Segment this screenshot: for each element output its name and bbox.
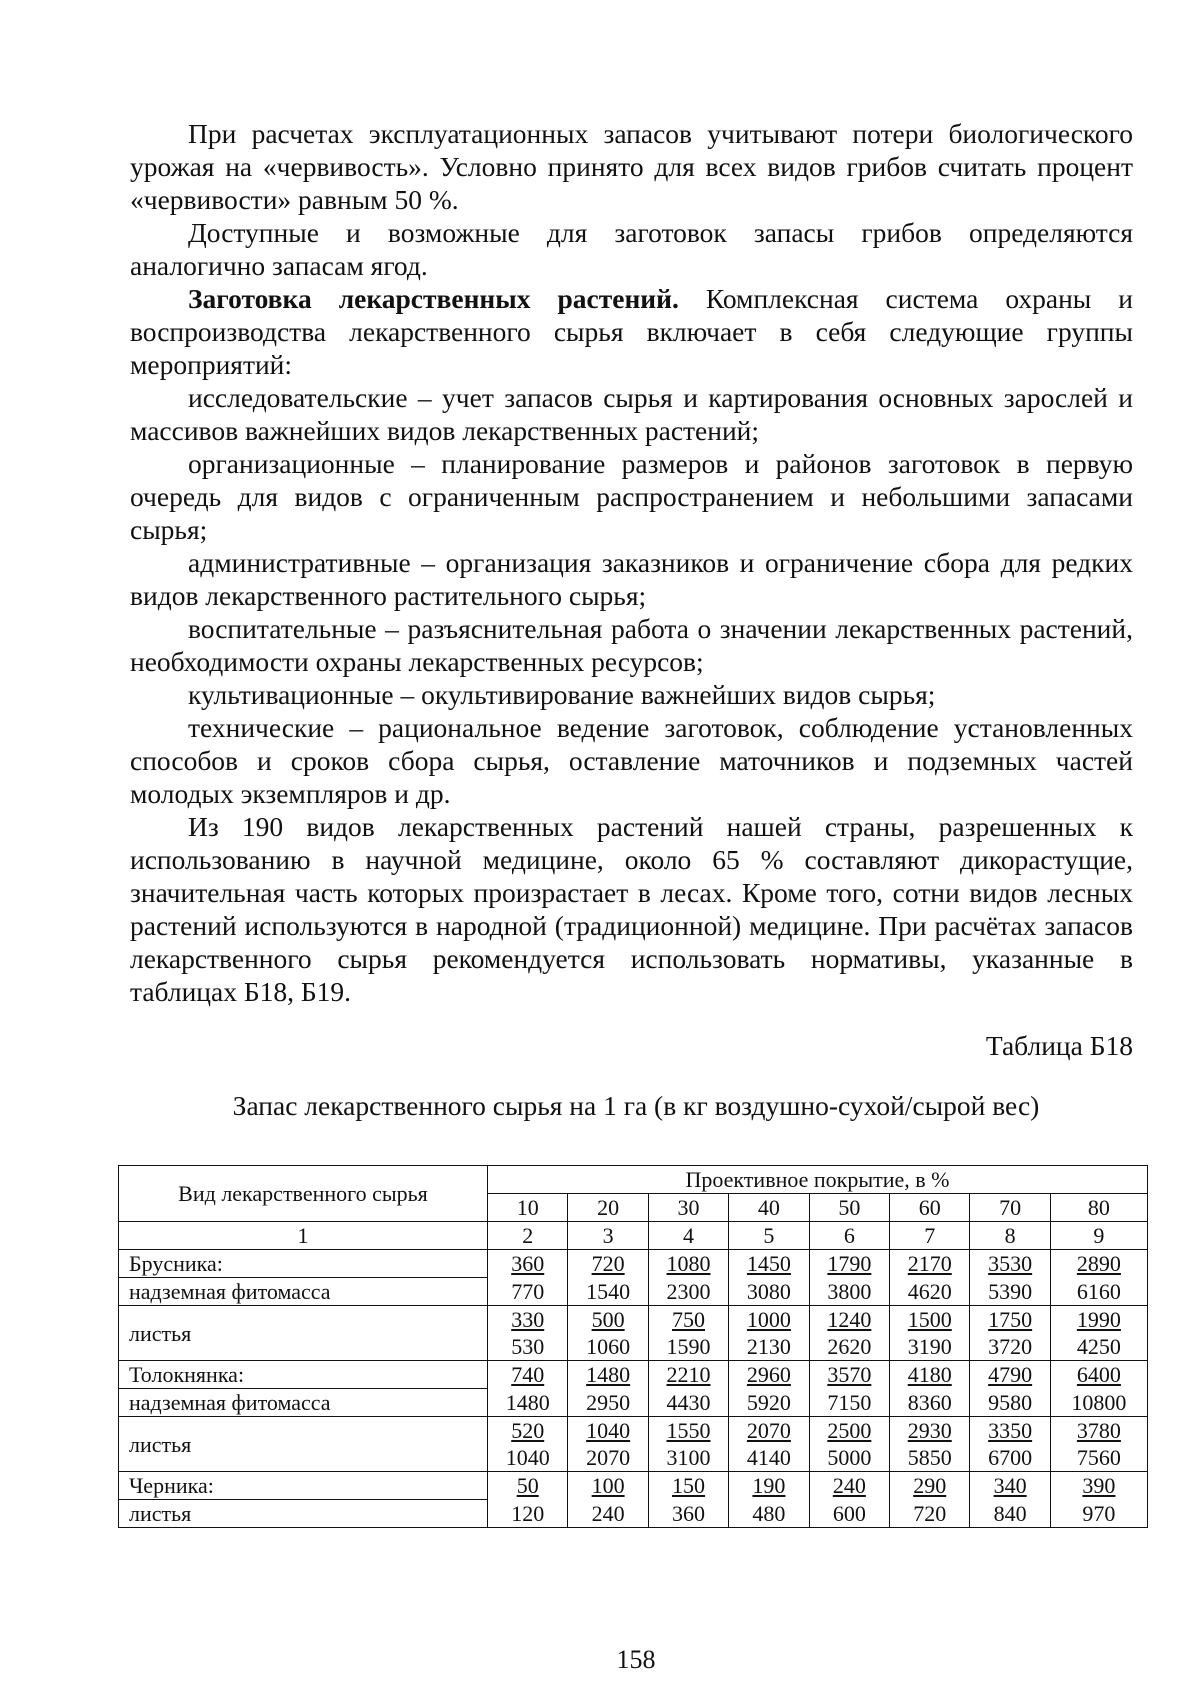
table-cell [1050, 1250, 1147, 1278]
column-number: 5 [729, 1222, 809, 1250]
cell-value-dry: 2890 [1076, 1251, 1121, 1277]
cell-value-dry: 2930 [907, 1418, 952, 1443]
cell-value-fresh: 480 [752, 1500, 786, 1526]
table-cell [890, 1250, 970, 1278]
cell-value-dry: 4790 [988, 1362, 1033, 1388]
cell-value-dry: 500 [591, 1307, 625, 1332]
table-cell [970, 1333, 1050, 1361]
cell-value-fresh: 7150 [827, 1389, 872, 1415]
list-item: культивационные – окультивирование важнейших видов сырья; [188, 679, 936, 710]
table-cell [809, 1472, 889, 1500]
data-table [118, 1165, 1148, 1528]
cell-value-fresh: 770 [511, 1278, 545, 1304]
table-cell [890, 1278, 970, 1306]
table-cell [1050, 1417, 1147, 1445]
cell-value-fresh: 5390 [988, 1278, 1033, 1304]
column-number: 7 [890, 1222, 970, 1250]
cell-value-fresh: 360 [672, 1500, 706, 1526]
percent-header: 40 [729, 1194, 809, 1222]
cell-value-fresh: 6700 [988, 1445, 1033, 1470]
table-cell [970, 1250, 1050, 1278]
cell-value-dry: 720 [591, 1251, 625, 1277]
table-cell [970, 1417, 1050, 1445]
cell-value-dry: 740 [511, 1362, 545, 1388]
column-header: Вид лекарственного сырья [119, 1166, 488, 1222]
row-label: листья [119, 1417, 488, 1472]
cell-value-fresh: 3800 [827, 1278, 872, 1304]
cell-value-dry: 390 [1082, 1473, 1116, 1499]
cell-value-fresh: 1480 [505, 1389, 550, 1415]
table-cell [729, 1389, 809, 1417]
cell-value-fresh: 4430 [666, 1389, 711, 1415]
table-cell [648, 1444, 728, 1472]
column-number: 8 [970, 1222, 1050, 1250]
table-cell [648, 1333, 728, 1361]
cell-value-fresh: 2950 [586, 1389, 631, 1415]
table-cell [1050, 1278, 1147, 1306]
table-cell [488, 1472, 568, 1500]
cell-value-dry: 150 [672, 1473, 706, 1499]
page-number: 158 [616, 1645, 656, 1674]
cell-value-fresh: 1590 [666, 1334, 711, 1359]
group-header: Проективное покрытие, в % [488, 1166, 1148, 1194]
table-cell [729, 1306, 809, 1334]
table-cell [890, 1361, 970, 1389]
table-cell [809, 1250, 889, 1278]
cell-value-fresh: 600 [832, 1500, 866, 1526]
cell-value-dry: 3570 [827, 1362, 872, 1388]
percent-header: 20 [568, 1194, 648, 1222]
table-cell [729, 1417, 809, 1445]
column-number: 3 [568, 1222, 648, 1250]
column-number: 4 [648, 1222, 728, 1250]
row-label: листья [119, 1306, 488, 1361]
cell-value-dry: 1550 [666, 1418, 711, 1443]
cell-value-dry: 330 [511, 1307, 545, 1332]
table-cell [890, 1333, 970, 1361]
cell-value-fresh: 120 [511, 1500, 545, 1526]
cell-value-dry: 750 [672, 1307, 706, 1332]
table-cell [568, 1444, 648, 1472]
table-header-row [119, 1166, 1148, 1194]
table-cell [809, 1417, 889, 1445]
table-cell [1050, 1306, 1147, 1334]
list-item: воспитательные – разъяснительная работа о значении лекарственных растений, необходимости охраны лекарственных ресурсов; [130, 613, 1133, 677]
table-cell [809, 1389, 889, 1417]
cell-value-fresh: 5000 [827, 1445, 872, 1470]
percent-header: 10 [488, 1194, 568, 1222]
table-cell [568, 1389, 648, 1417]
table-cell [568, 1361, 648, 1389]
cell-value-dry: 190 [752, 1473, 786, 1499]
cell-value-dry: 1450 [746, 1251, 791, 1277]
cell-value-dry: 1240 [827, 1307, 872, 1332]
table-cell [648, 1500, 728, 1528]
cell-value-fresh: 840 [993, 1500, 1027, 1526]
table-cell [648, 1389, 728, 1417]
table-cell [648, 1306, 728, 1334]
cell-value-dry: 3530 [988, 1251, 1033, 1277]
paragraph: Доступные и возможные для заготовок запасы грибов определяются аналогично запасам ягод. [130, 217, 1133, 281]
row-label: листья [119, 1500, 488, 1528]
cell-value-fresh: 2070 [586, 1445, 631, 1470]
table-cell [729, 1500, 809, 1528]
table-cell [488, 1333, 568, 1361]
cell-value-fresh: 2620 [827, 1334, 872, 1359]
cell-value-fresh: 3190 [907, 1334, 952, 1359]
list-item: технические – рациональное ведение заготовок, соблюдение установленных способов и сроков сбора сырья, оставление маточников и подземных частей молодых экземпляров и др. [130, 712, 1133, 809]
row-label: надземная фитомасса [119, 1278, 488, 1306]
column-number-row [119, 1222, 1148, 1250]
table-cell [729, 1333, 809, 1361]
column-number: 6 [809, 1222, 889, 1250]
list-item: исследовательские – учет запасов сырья и картирования основных зарослей и массивов важнейших видов лекарственных растений; [130, 382, 1133, 446]
table-row [119, 1472, 1148, 1500]
cell-value-fresh: 530 [511, 1334, 545, 1359]
table-cell [488, 1444, 568, 1472]
table-row [119, 1361, 1148, 1389]
table-row [119, 1417, 1148, 1445]
cell-value-dry: 4180 [907, 1362, 952, 1388]
cell-value-dry: 520 [511, 1418, 545, 1443]
cell-value-fresh: 5920 [746, 1389, 791, 1415]
table-caption: Таблица Б18 [985, 1030, 1133, 1061]
table-cell [1050, 1333, 1147, 1361]
paragraph [130, 282, 1133, 381]
cell-value-dry: 1990 [1076, 1307, 1121, 1332]
row-label: Толокнянка: [119, 1361, 488, 1389]
table-cell [1050, 1389, 1147, 1417]
table-cell [568, 1306, 648, 1334]
cell-value-dry: 50 [516, 1473, 539, 1499]
column-number: 9 [1050, 1222, 1147, 1250]
cell-value-dry: 2210 [666, 1362, 711, 1388]
table-cell [890, 1389, 970, 1417]
percent-header: 70 [970, 1194, 1050, 1222]
table-cell [648, 1361, 728, 1389]
cell-value-dry: 1750 [988, 1307, 1033, 1332]
table-row [119, 1250, 1148, 1278]
cell-value-fresh: 720 [913, 1500, 947, 1526]
table-row [119, 1500, 1148, 1528]
table-cell [809, 1361, 889, 1389]
table-cell [1050, 1361, 1147, 1389]
table-cell [729, 1472, 809, 1500]
table-cell [488, 1389, 568, 1417]
table-cell [488, 1500, 568, 1528]
cell-value-dry: 360 [511, 1251, 545, 1277]
cell-value-fresh: 10800 [1071, 1389, 1127, 1415]
table-cell [809, 1306, 889, 1334]
table-cell [729, 1444, 809, 1472]
cell-value-fresh: 6160 [1076, 1278, 1121, 1304]
table-cell [488, 1306, 568, 1334]
cell-value-fresh: 240 [591, 1500, 625, 1526]
cell-value-dry: 100 [591, 1473, 625, 1499]
cell-value-fresh: 1040 [505, 1445, 550, 1470]
cell-value-dry: 3350 [988, 1418, 1033, 1443]
table-cell [809, 1278, 889, 1306]
cell-value-fresh: 8360 [907, 1389, 952, 1415]
table-title: Запас лекарственного сырья на 1 га (в кг воздушно-сухой/сырой вес) [232, 1090, 1040, 1121]
table-cell [890, 1444, 970, 1472]
table-row [119, 1306, 1148, 1334]
table-row [119, 1389, 1148, 1417]
table-row [119, 1278, 1148, 1306]
cell-value-fresh: 5850 [907, 1445, 952, 1470]
table-cell [809, 1500, 889, 1528]
cell-value-dry: 290 [913, 1473, 947, 1499]
paragraph: Из 190 видов лекарственных растений нашей страны, разрешенных к использованию в научной медицине, около 65 % составляют дикорастущие, значительная часть которых произрастает в лесах. Кроме того, сотни видов лесных растений используются в народной (традиционной) медицине. При расчётах запасов лекарственного сырья рекомендуется использовать нормативы, указанные в таблицах Б18, Б19. [130, 811, 1133, 1007]
paragraph: При расчетах эксплуатационных запасов учитывают потери биологического урожая на «червивость». Условно принято для всех видов грибов считать процент «червивости» равным 50 %. [130, 118, 1133, 215]
table-cell [729, 1361, 809, 1389]
table-cell [488, 1278, 568, 1306]
table-cell [648, 1278, 728, 1306]
percent-header: 80 [1050, 1194, 1147, 1222]
table-cell [648, 1417, 728, 1445]
table-cell [488, 1417, 568, 1445]
table-cell [970, 1306, 1050, 1334]
table-cell [970, 1444, 1050, 1472]
table-cell [568, 1472, 648, 1500]
table-cell [970, 1361, 1050, 1389]
table-cell [1050, 1444, 1147, 1472]
row-label: Брусника: [119, 1250, 488, 1278]
cell-value-dry: 340 [993, 1473, 1027, 1499]
table-cell [970, 1389, 1050, 1417]
cell-value-dry: 2960 [746, 1362, 791, 1388]
cell-value-dry: 240 [832, 1473, 866, 1499]
table-cell [568, 1417, 648, 1445]
table-cell [729, 1250, 809, 1278]
table-cell [809, 1333, 889, 1361]
cell-value-fresh: 1060 [586, 1334, 631, 1359]
row-label: Черника: [119, 1472, 488, 1500]
cell-value-dry: 2170 [907, 1251, 952, 1277]
cell-value-fresh: 4140 [746, 1445, 791, 1470]
cell-value-dry: 3780 [1076, 1418, 1121, 1443]
cell-value-dry: 1000 [746, 1307, 791, 1332]
cell-value-dry: 1790 [827, 1251, 872, 1277]
column-number: 2 [488, 1222, 568, 1250]
percent-header: 60 [890, 1194, 970, 1222]
table-cell [970, 1472, 1050, 1500]
table-cell [729, 1278, 809, 1306]
cell-value-fresh: 7560 [1076, 1445, 1121, 1470]
table-cell [568, 1278, 648, 1306]
percent-header: 30 [648, 1194, 728, 1222]
cell-value-dry: 1480 [586, 1362, 631, 1388]
cell-value-fresh: 1540 [586, 1278, 631, 1304]
cell-value-fresh: 970 [1082, 1500, 1116, 1526]
list-item: организационные – планирование размеров и районов заготовок в первую очередь для видов с ограниченным распространением и небольшими запасами сырья; [130, 448, 1133, 545]
cell-value-dry: 1040 [586, 1418, 631, 1443]
cell-value-fresh: 4250 [1076, 1334, 1121, 1359]
table-cell [890, 1472, 970, 1500]
cell-value-dry: 2500 [827, 1418, 872, 1443]
column-number: 1 [119, 1222, 488, 1250]
cell-value-dry: 1080 [666, 1251, 711, 1277]
cell-value-dry: 6400 [1076, 1362, 1121, 1388]
paragraph-text: Комплексная система охраны и воспроизводства лекарственного сырья включает в себя следующие группы мероприятий: [130, 283, 1134, 380]
table-cell [568, 1500, 648, 1528]
table-cell [648, 1250, 728, 1278]
table-cell [1050, 1472, 1147, 1500]
cell-value-fresh: 3720 [988, 1334, 1033, 1359]
table-cell [488, 1361, 568, 1389]
table-body [119, 1250, 1148, 1528]
cell-value-fresh: 3080 [746, 1278, 791, 1304]
table-cell [809, 1444, 889, 1472]
table-cell [890, 1500, 970, 1528]
cell-value-dry: 2070 [746, 1418, 791, 1443]
row-label: надземная фитомасса [119, 1389, 488, 1417]
table-cell [970, 1500, 1050, 1528]
table-cell [890, 1417, 970, 1445]
table-cell [488, 1250, 568, 1278]
cell-value-fresh: 4620 [907, 1278, 952, 1304]
list-item: административные – организация заказников и ограничение сбора для редких видов лекарственного растительного сырья; [130, 547, 1133, 611]
table-cell [890, 1306, 970, 1334]
percent-header: 50 [809, 1194, 889, 1222]
table-cell [648, 1472, 728, 1500]
body-text [130, 117, 1133, 1008]
section-heading: Заготовка лекарственных растений. [188, 283, 679, 314]
cell-value-fresh: 2130 [746, 1334, 791, 1359]
table-cell [970, 1278, 1050, 1306]
cell-value-fresh: 9580 [988, 1389, 1033, 1415]
cell-value-dry: 1500 [907, 1307, 952, 1332]
table-cell [568, 1250, 648, 1278]
cell-value-fresh: 3100 [666, 1445, 711, 1470]
table-cell [1050, 1500, 1147, 1528]
cell-value-fresh: 2300 [666, 1278, 711, 1304]
table-cell [568, 1333, 648, 1361]
